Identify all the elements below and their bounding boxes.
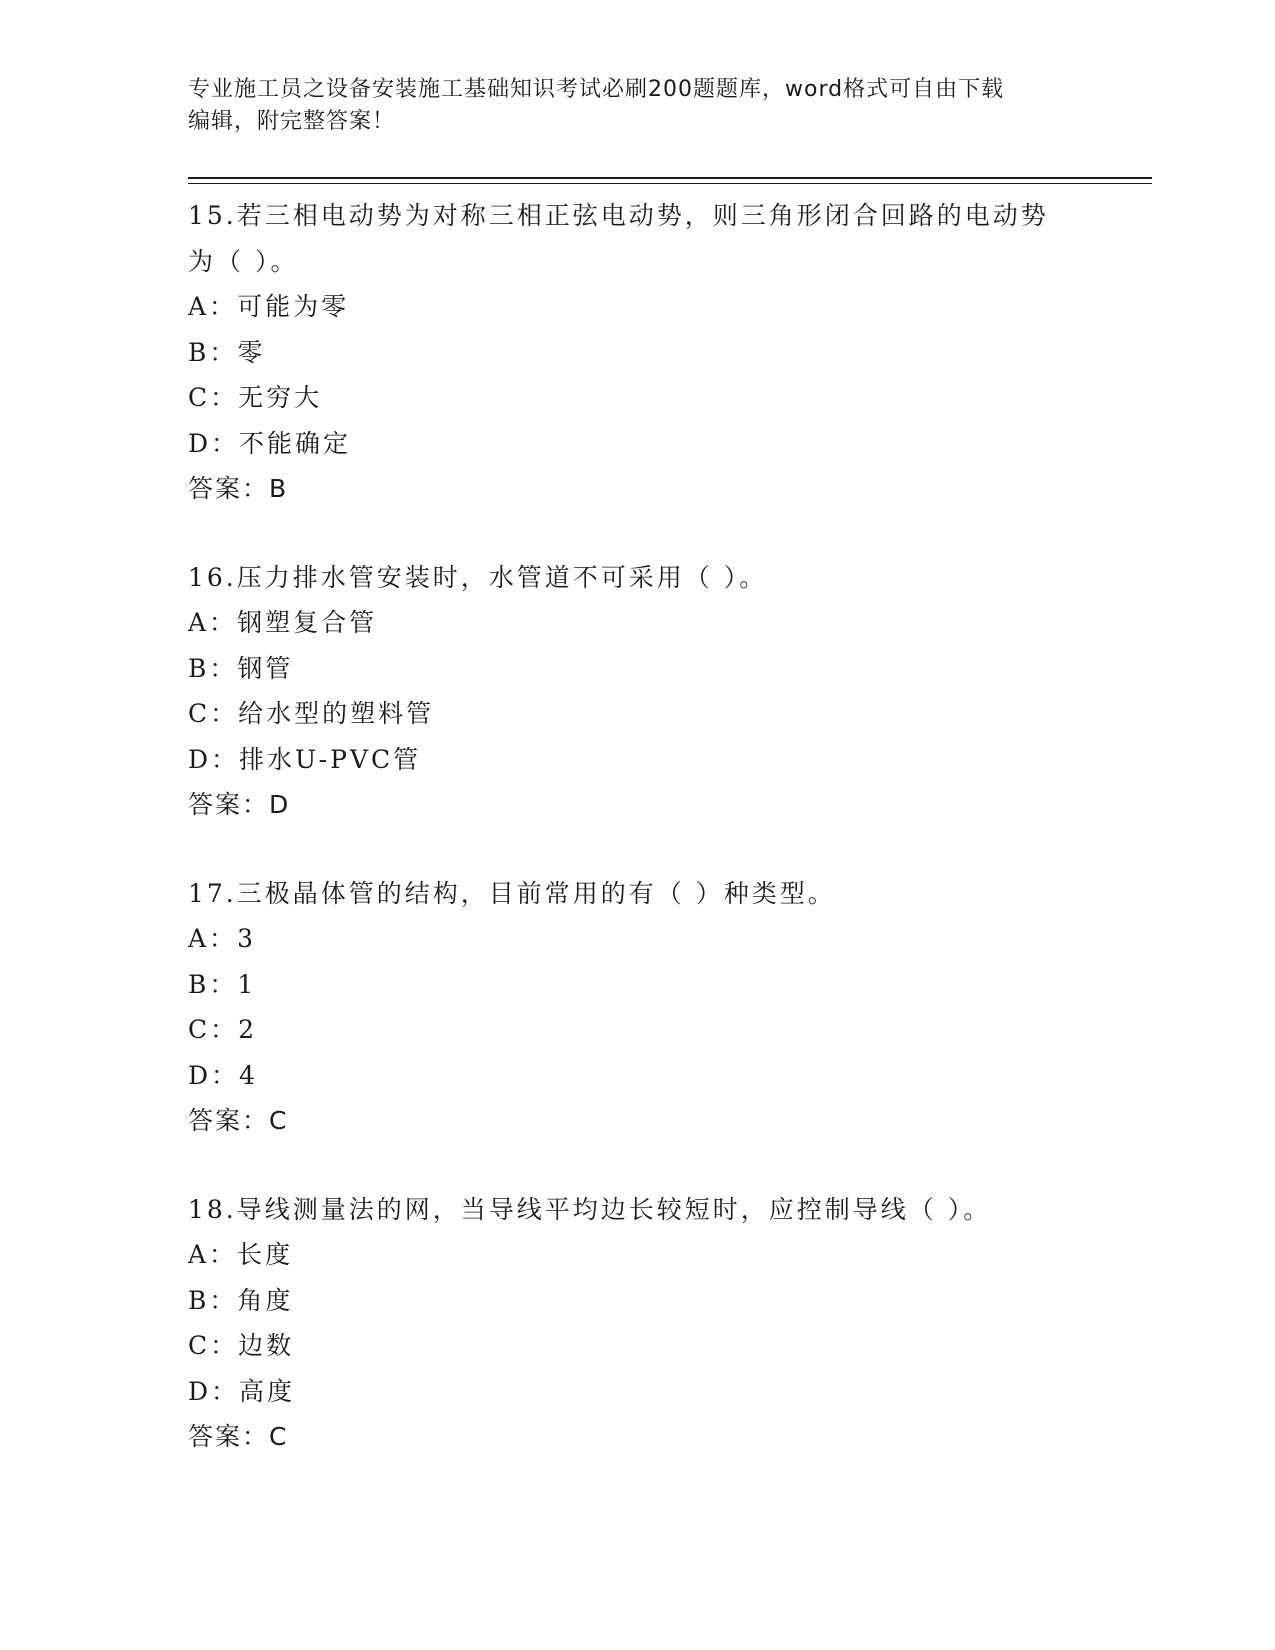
question-text-line-1: 若三相电动势为对称三相正弦电动势，则三角形闭合回路的电动势 (236, 201, 1049, 230)
question-text (188, 871, 1068, 917)
question-15 (188, 193, 1088, 512)
option-text: 给水型的塑料管 (238, 699, 435, 728)
option-d (188, 421, 1088, 467)
option-letter: A： (188, 924, 238, 953)
question-18 (188, 1187, 1088, 1460)
question-list (188, 193, 1088, 1503)
option-d (188, 1369, 1088, 1415)
option-c (188, 691, 1088, 737)
option-a (188, 916, 1088, 962)
answer: 答案：B (188, 474, 289, 503)
option-letter: B： (188, 337, 238, 367)
option-a (188, 284, 1088, 330)
option-text: 零 (237, 337, 266, 367)
question-17 (188, 871, 1088, 1144)
page-header (188, 74, 1068, 138)
option-letter: D： (188, 428, 240, 458)
option-text: 长度 (237, 1240, 294, 1269)
option-text: 可能为零 (237, 292, 350, 321)
option-letter: A： (188, 608, 238, 637)
option-a (188, 1232, 1088, 1278)
option-text: 边数 (238, 1331, 295, 1360)
option-text: 不能确定 (239, 428, 352, 458)
option-letter: C： (188, 1015, 239, 1044)
option-text: 2 (238, 1015, 258, 1044)
question-number: 16. (188, 562, 237, 592)
question-number: 17. (188, 878, 237, 908)
question-text-line-1: 三极晶体管的结构，目前常用的有（ ）种类型。 (236, 878, 836, 908)
question-text (188, 193, 1068, 284)
option-b (188, 1278, 1088, 1324)
answer: 答案：C (188, 1106, 289, 1135)
option-letter: A： (188, 1240, 238, 1269)
option-a (188, 600, 1088, 646)
answer: 答案：C (188, 1422, 289, 1451)
question-number: 18. (188, 1194, 237, 1224)
option-letter: D： (188, 1060, 240, 1090)
answer: 答案：D (188, 790, 291, 819)
option-d (188, 1053, 1088, 1099)
option-b (188, 962, 1088, 1008)
option-text: 角度 (237, 1285, 294, 1315)
option-text: 4 (239, 1060, 258, 1090)
option-text: 无穷大 (238, 383, 323, 412)
option-text: 高度 (239, 1376, 296, 1406)
option-text: 钢塑复合管 (237, 608, 378, 637)
option-letter: D： (188, 1376, 240, 1406)
header-line-2: 编辑，附完整答案！ (188, 109, 396, 134)
question-number: 15. (188, 201, 237, 230)
option-d (188, 737, 1088, 783)
option-b (188, 330, 1088, 376)
header-divider-thin (188, 183, 1152, 184)
question-text (188, 555, 1068, 601)
question-text-line-1: 导线测量法的网，当导线平均边长较短时，应控制导线（ ）。 (236, 1194, 992, 1224)
option-letter: B： (188, 969, 238, 999)
option-text: 3 (237, 924, 256, 953)
option-letter: A： (188, 292, 238, 321)
option-text: 1 (237, 969, 257, 999)
option-letter: C： (188, 383, 239, 412)
question-text-line-1: 压力排水管安装时，水管道不可采用（ ）。 (236, 562, 768, 592)
header-line-1: 专业施工员之设备安装施工基础知识考试必刷200题题库，word格式可自由下载 (188, 77, 1005, 102)
option-b (188, 646, 1088, 692)
question-text-line-2: 为（ ）。 (188, 246, 299, 276)
header-divider-thick (188, 177, 1152, 179)
option-c (188, 1323, 1088, 1369)
option-c (188, 375, 1088, 421)
option-letter: D： (188, 744, 240, 774)
option-text: 排水U-PVC管 (239, 744, 422, 774)
option-c (188, 1007, 1088, 1053)
option-letter: B： (188, 1285, 238, 1315)
option-letter: C： (188, 699, 239, 728)
question-16 (188, 555, 1088, 828)
option-text: 钢管 (237, 653, 294, 683)
option-letter: C： (188, 1331, 239, 1360)
option-letter: B： (188, 653, 238, 683)
question-text (188, 1187, 1068, 1233)
